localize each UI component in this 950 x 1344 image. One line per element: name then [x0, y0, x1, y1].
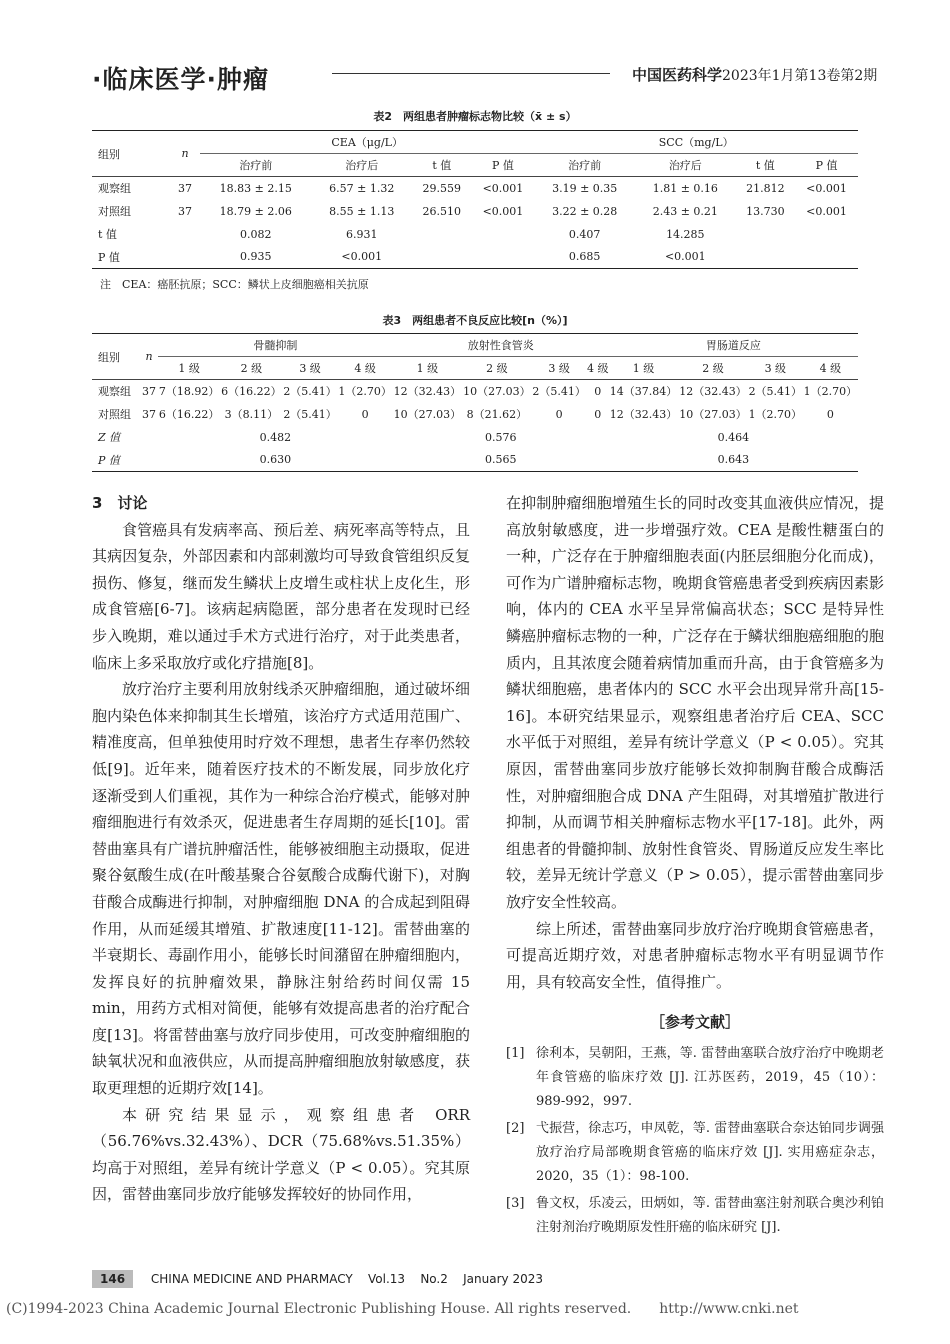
table-cell: 3 级	[548, 362, 570, 375]
table3-cell: Z 值	[98, 431, 121, 444]
table-cell: 观察组	[98, 182, 131, 196]
table-cell: 12（32.43）	[609, 408, 678, 421]
table-cell: 观察组	[98, 385, 131, 399]
table-cell: 0	[594, 384, 602, 398]
table2-header-n: n	[181, 147, 189, 160]
table-cell: 1 级	[178, 362, 200, 375]
header-rule	[332, 73, 610, 74]
table-cell	[736, 223, 795, 246]
table-cell: 1（2.70）	[338, 385, 392, 399]
table-cell: 3 级	[299, 362, 321, 375]
table-cell: 10（27.03）	[679, 408, 747, 421]
table-cell	[472, 246, 535, 269]
table-cell	[412, 223, 471, 246]
table3-header-n: n	[145, 350, 153, 363]
issue-info: 2023年1月第13卷第2期	[722, 68, 878, 84]
footer-date: January 2023	[463, 1272, 543, 1286]
table-cell: 6.931	[346, 227, 378, 241]
table2-header-scc: SCC（mg/L）	[534, 131, 858, 154]
right-column	[506, 490, 884, 1243]
table-cell: 18.79 ± 2.06	[219, 204, 292, 218]
journal-name: 中国医药科学	[632, 66, 723, 84]
table-cell: 12（32.43）	[393, 385, 462, 399]
paragraph: 综上所述，雷替曲塞同步放疗治疗晚期食管癌患者，可提高近期疗效，对患者肿瘤标志物水平有明显调节作用，具有较高安全性，值得推广。	[506, 919, 884, 991]
table-cell: 3.19 ± 0.35	[552, 181, 618, 195]
table-row	[92, 403, 858, 426]
table-cell	[412, 246, 471, 269]
table-cell: 治疗后	[668, 159, 702, 172]
section-title: ·临床医学·肿瘤	[92, 65, 269, 94]
table-row	[92, 200, 858, 223]
left-column	[92, 490, 470, 1208]
table-cell: 2（5.41）	[283, 408, 337, 421]
table-cell: <0.001	[806, 181, 847, 195]
table-cell: 10（27.03）	[393, 408, 462, 421]
paragraph: 食管癌具有发病率高、预后差、病死率高等特点，且其病因复杂，外部因素和内部刺激均可导致食管组织反复损伤、修复，继而发生鳞状上皮增生或柱状上皮化生，形成食管癌[6-7]。该病起病隐匿，部分患者在发现时已经步入晚期，难以通过手术方式进行治疗，对于此类患者，临床上多采取放疗或化疗措施[8]。	[92, 520, 470, 672]
table-row	[92, 380, 858, 403]
table2-header-group: 组别	[98, 147, 120, 161]
table-row	[92, 177, 858, 200]
table-cell: 0	[361, 407, 369, 421]
table-cell	[472, 223, 535, 246]
table-cell: P 值	[491, 159, 514, 172]
table-cell: P 值	[815, 159, 838, 172]
table-cell: 0	[594, 407, 602, 421]
table-cell: 3（8.11）	[224, 408, 279, 421]
table-cell: <0.001	[482, 181, 524, 195]
table-cell: 37	[178, 181, 192, 195]
table-cell: 2.43 ± 0.21	[652, 204, 718, 218]
table-cell: 6（16.22）	[221, 385, 282, 399]
table-cell: 2（5.41）	[748, 385, 803, 399]
table-cell: 1 级	[632, 362, 655, 375]
table-cell: 2（5.41）	[532, 385, 586, 399]
table3-cell: 0.464	[717, 430, 750, 444]
table-cell: 8.55 ± 1.13	[329, 204, 395, 218]
table-cell	[795, 223, 858, 246]
table-cell: 2 级	[240, 362, 263, 375]
footer-journal: CHINA MEDICINE AND PHARMACY	[150, 1272, 353, 1286]
table-cell: <0.001	[664, 250, 706, 264]
table-cell: 37	[178, 204, 192, 218]
table-cell: t 值	[98, 228, 117, 241]
table3-cell: 0.482	[259, 430, 292, 444]
table-cell: 0.935	[239, 250, 272, 264]
table3-cell: P 值	[98, 453, 120, 467]
table-cell: <0.001	[482, 204, 524, 218]
table-cell: 12（32.43）	[679, 385, 747, 399]
table3-header-gi: 胃肠道反应	[609, 334, 858, 357]
table-cell: 7（18.92）	[158, 385, 220, 399]
table-cell: 4 级	[354, 362, 376, 375]
table-cell: 0.407	[568, 227, 601, 241]
table-cell: 14（37.84）	[609, 385, 678, 399]
reference-item: [3] 鲁文权，乐凌云，田炳如，等. 雷替曲塞注射剂联合奥沙利铂注射剂治疗晚期原发性肝癌的临床研究 [J].	[506, 1195, 884, 1235]
table3-cell: 0.565	[484, 453, 517, 467]
table-cell: <0.001	[341, 250, 383, 264]
table3	[92, 333, 858, 472]
table-cell: 8（21.62）	[466, 408, 528, 421]
table-cell: 26.510	[422, 204, 462, 218]
paragraph: 放疗治疗主要利用放射线杀灭肿瘤细胞，通过破坏细胞内染色体来抑制其生长增殖，该治疗方式适用范围广、精准度高，但单独使用时疗效不理想，患者生存率仍然较低[9]。近年来，随着医疗技术的不断发展，同步放化疗逐渐受到人们重视，其作为一种综合治疗模式，能够对肿瘤细胞进行有效杀灭，促进患者生存周期的延长[10]。雷替曲塞具有广谱抗肿瘤活性，能够被细胞主动摄取，促进聚谷氨酸生成(在叶酸基聚合谷氨酸合成酶代谢下)，对胸苷酸合成酶进行抑制，对肿瘤细胞 DNA 的合成起到阻碍作用，从而延缓其增殖、扩散速度[11-12]。雷替曲塞的半衰期长、毒副作用小，能够长时间潴留在肿瘤细胞内，发挥良好的抗肿瘤效果，静脉注射给药时间仅需 15 min，用药方式相对简便，能够有效提高患者的治疗配合度[13]。将雷替曲塞与放疗同步使用，可改变肿瘤细胞的缺氧状况和血液供应，从而提高肿瘤细胞放射敏感度，获取更理想的近期疗效[14]。	[92, 680, 470, 1098]
table3-cell: 0.630	[259, 453, 292, 467]
table-cell: 3.22 ± 0.28	[552, 204, 618, 218]
references-title: ［参考文献］	[649, 1013, 740, 1032]
table-cell: 37	[142, 384, 156, 398]
reference-item: [2] 弋振营，徐志巧，申凤乾，等. 雷替曲塞联合奈达铂同步调强放疗治疗局部晚期食管癌的临床疗效 [J]. 实用癌症杂志，2020，35（1）：98-100.	[506, 1120, 884, 1184]
table-cell: 治疗后	[345, 159, 379, 172]
paragraph: 本研究结果显示，观察组患者 ORR（56.76%vs.32.43%）、DCR（75.68%vs.51.35%）均高于对照组，差异有统计学意义（P < 0.05）。究其原因，雷替曲塞同步放疗能够发挥较好的协同作用，	[92, 1105, 470, 1204]
footer-number: No.2	[420, 1272, 448, 1286]
table-cell: <0.001	[806, 204, 847, 218]
table-cell: 治疗前	[568, 159, 602, 172]
table-cell	[170, 246, 200, 269]
table-cell: 4 级	[587, 362, 609, 375]
table-cell: 14.285	[666, 227, 705, 241]
table-cell: 2 级	[486, 362, 508, 375]
table3-header-group: 组别	[98, 350, 120, 364]
table3-header-marrow: 骨髓抑制	[158, 334, 393, 357]
table-row	[92, 223, 858, 246]
paragraph: 在抑制肿瘤细胞增殖生长的同时改变其血液供应情况，提高放射敏感度，进一步增强疗效。CEA 是酸性糖蛋白的一种，广泛存在于肿瘤细胞表面(内胚层细胞分化而成)，可作为广谱肿瘤标志物，晚期食管癌患者受到疾病因素影响，体内的 CEA 水平呈异常偏高状态；SCC 是特异性鳞癌肿瘤标志物的一种，广泛存在于鳞状细胞癌细胞的胞质内，且其浓度会随着病情加重而升高，由于食管癌多为鳞状细胞癌，患者体内的 SCC 水平会出现异常升高[15-16]。本研究结果显示，观察组患者治疗后 CEA、SCC 水平低于对照组，差异有统计学意义（P < 0.05）。究其原因，雷替曲塞同步放疗能够长效抑制胸苷酸合成酶活性，对肿瘤细胞合成 DNA 产生阻碍，对其增殖扩散进行抑制，从而调节相关肿瘤标志物水平[17-18]。此外，两组患者的骨髓抑制、放射性食管炎、胃肠道反应发生率比较，差异无统计学意义（P > 0.05），提示雷替曲塞同步放疗安全性较高。	[506, 494, 884, 911]
table2-caption: 表2 两组患者肿瘤标志物比较（x̄ ± s）	[373, 110, 577, 123]
table-cell: t 值	[432, 159, 452, 172]
table-cell: 29.559	[422, 181, 462, 195]
table2	[92, 130, 858, 269]
reference-item: [1] 徐利本，吴朝阳，王燕，等. 雷替曲塞联合放疗治疗中晚期老年食管癌的临床疗效 [J]. 江苏医药，2019，45（10）：989-992，997.	[506, 1045, 884, 1109]
page-number: 146	[92, 1270, 133, 1288]
table-cell	[795, 246, 858, 269]
table-cell: 1（2.70）	[748, 408, 803, 421]
table-row	[92, 246, 858, 269]
table-cell: 2（5.41）	[283, 385, 337, 399]
table-cell: t 值	[755, 159, 775, 172]
table-cell: 13.730	[746, 204, 785, 218]
table-cell: 18.83 ± 2.15	[219, 181, 292, 195]
table-cell: 10（27.03）	[463, 385, 531, 399]
table-cell: 6.57 ± 1.32	[329, 181, 395, 195]
table-cell: 4 级	[819, 362, 842, 375]
table-cell	[170, 223, 200, 246]
copyright-notice: (C)1994-2023 China Academic Journal Electronic Publishing House. All rights reserved. http://www.cnki.net	[6, 1301, 799, 1317]
footer-volume: Vol.13	[368, 1272, 406, 1286]
table-cell: 6（16.22）	[158, 408, 220, 421]
table-cell: 21.812	[746, 181, 785, 195]
page-header	[92, 56, 892, 96]
table-cell: 对照组	[98, 408, 131, 421]
table3-row-z	[92, 426, 858, 449]
table-cell: 0	[555, 407, 563, 421]
table-cell: 3 级	[764, 362, 787, 375]
table-cell: 1 级	[416, 362, 439, 375]
table-cell: 对照组	[98, 205, 131, 218]
table3-cell: 0.576	[484, 430, 517, 444]
table-cell	[736, 246, 795, 269]
table2-note: 注 CEA：癌胚抗原；SCC：鳞状上皮细胞癌相关抗原	[100, 278, 369, 291]
table2-header-cea: CEA（μg/L）	[200, 131, 534, 154]
table-cell: 2 级	[702, 362, 724, 375]
table-cell: 1.81 ± 0.16	[652, 181, 718, 195]
table3-header-esophagitis: 放射性食管炎	[393, 334, 609, 357]
table-cell: 0.082	[239, 227, 272, 241]
table-cell: 0	[826, 407, 834, 421]
table3-row-p	[92, 449, 858, 472]
section-heading: 3 讨论	[92, 494, 148, 512]
table3-cell: 0.643	[717, 453, 750, 467]
table-cell: 37	[142, 407, 156, 421]
table3-caption: 表3 两组患者不良反应比较[n（%）]	[382, 314, 568, 327]
table-cell: 1（2.70）	[803, 385, 858, 399]
page-footer	[92, 1270, 892, 1290]
table-cell: P 值	[98, 250, 120, 264]
table-cell: 治疗前	[239, 159, 273, 172]
table-cell: 0.685	[568, 250, 601, 264]
